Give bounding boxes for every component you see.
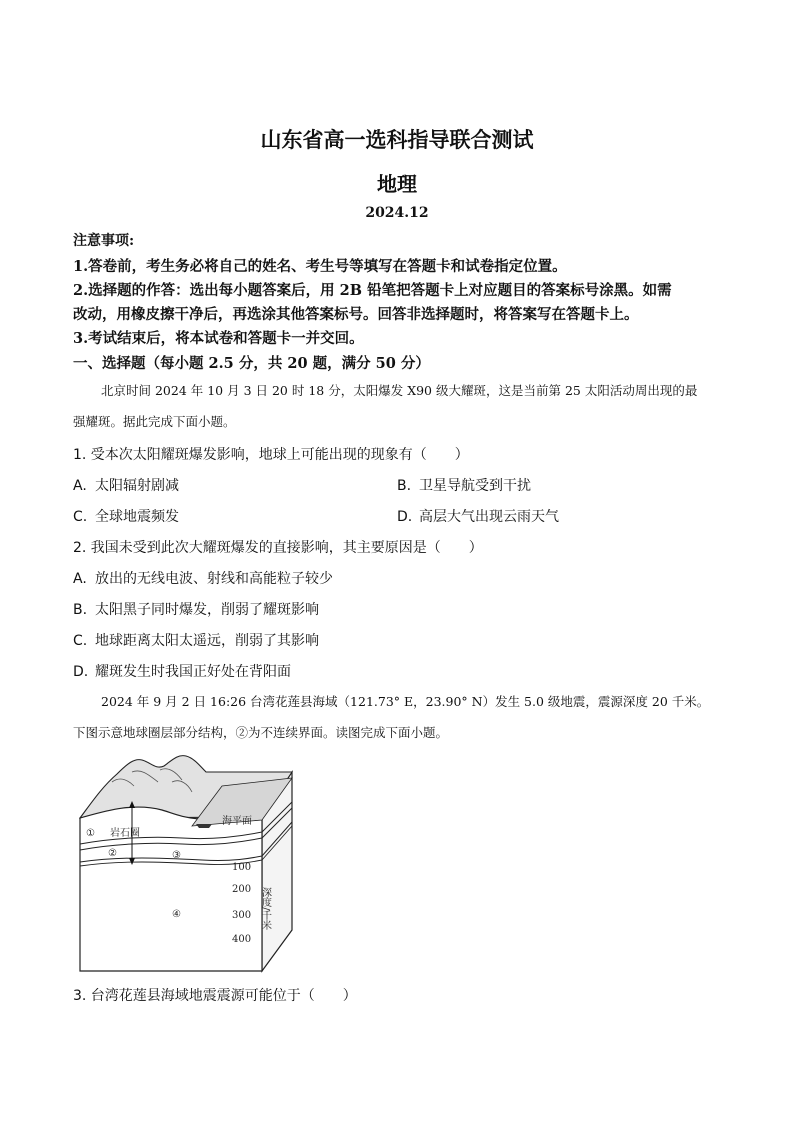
q1-option-d[interactable] — [397, 506, 559, 526]
earth-layers-diagram — [72, 752, 302, 974]
depth-tick-400: 400 — [232, 934, 252, 945]
depth-tick-100: 100 — [232, 862, 252, 873]
option-text: 高层大气出现云雨天气 — [419, 509, 559, 525]
depth-tick-300: 300 — [232, 910, 252, 921]
option-letter: A. — [73, 478, 87, 494]
material-2-line-1: 2024 年 9 月 2 日 16:26 台湾花莲县海域（121.73° E，23.90° N）发生 5.0 级地震，震源深度 20 千米。 — [101, 694, 710, 709]
q2-option-a[interactable] — [73, 568, 333, 588]
option-text: 太阳黑子同时爆发，削弱了耀斑影响 — [95, 602, 319, 618]
label-sea-level: 海平面 — [222, 816, 252, 827]
option-text: 地球距离太阳太遥远，削弱了其影响 — [95, 633, 319, 649]
option-text: 耀斑发生时我国正好处在背阳面 — [95, 664, 291, 680]
label-2: ② — [108, 848, 117, 859]
option-letter: D. — [397, 509, 413, 525]
question-1-stem: 1. 受本次太阳耀斑爆发影响，地球上可能出现的现象有（ ） — [73, 447, 469, 463]
option-text: 卫星导航受到干扰 — [419, 478, 531, 494]
q1-option-b[interactable] — [397, 475, 531, 495]
option-letter: B. — [73, 602, 88, 618]
option-text: 放出的无线电波、射线和高能粒子较少 — [95, 571, 333, 587]
option-text: 全球地震频发 — [95, 509, 179, 525]
q1-option-a[interactable] — [73, 475, 179, 495]
section-heading: 一、选择题（每小题 2.5 分，共 20 题，满分 50 分） — [73, 355, 430, 372]
material-1 — [73, 375, 723, 437]
option-letter: B. — [397, 478, 412, 494]
option-letter: A. — [73, 571, 87, 587]
label-lithosphere: 岩石圈 — [110, 828, 140, 839]
depth-tick-200: 200 — [232, 884, 252, 895]
label-4: ④ — [172, 909, 181, 920]
option-letter: C. — [73, 633, 88, 649]
material-2-line-2: 下图示意地球圈层部分结构，②为不连续界面。读图完成下面小题。 — [73, 725, 449, 740]
label-1: ① — [86, 828, 95, 839]
material-2 — [73, 686, 723, 748]
notice-item-2-cont: 改动，用橡皮擦干净后，再选涂其他答案标号。回答非选择题时，将答案写在答题卡上。 — [73, 306, 639, 323]
q1-option-c[interactable] — [73, 506, 179, 526]
depth-axis-label: 深度/千米 — [259, 887, 271, 931]
option-letter: C. — [73, 509, 88, 525]
option-text: 太阳辐射剧减 — [95, 478, 179, 494]
q2-option-d[interactable] — [73, 661, 291, 681]
material-1-line-1: 北京时间 2024 年 10 月 3 日 20 时 18 分，太阳爆发 X90 级大耀斑，这是当前第 25 太阳活动周出现的最 — [101, 383, 698, 398]
question-2-stem: 2. 我国未受到此次大耀斑爆发的直接影响，其主要原因是（ ） — [73, 540, 483, 556]
subject-title: 地理 — [377, 172, 417, 196]
notice-heading: 注意事项: — [73, 233, 135, 249]
notice-item-2: 2.选择题的作答：选出每小题答案后，用 2B 铅笔把答题卡上对应题目的答案标号涂黑。如需 — [73, 282, 672, 299]
exam-title: 山东省高一选科指导联合测试 — [260, 127, 534, 152]
material-1-line-2: 强耀斑。据此完成下面小题。 — [73, 414, 236, 429]
q2-option-b[interactable] — [73, 599, 319, 619]
option-letter: D. — [73, 664, 89, 680]
q2-option-c[interactable] — [73, 630, 319, 650]
question-3-stem: 3. 台湾花莲县海域地震震源可能位于（ ） — [73, 988, 357, 1004]
label-3: ③ — [172, 850, 181, 861]
exam-date: 2024.12 — [365, 205, 429, 221]
notice-item-3: 3.考试结束后，将本试卷和答题卡一并交回。 — [73, 330, 364, 347]
notice-item-1: 1.答卷前，考生务必将自己的姓名、考生号等填写在答题卡和试卷指定位置。 — [73, 258, 567, 275]
